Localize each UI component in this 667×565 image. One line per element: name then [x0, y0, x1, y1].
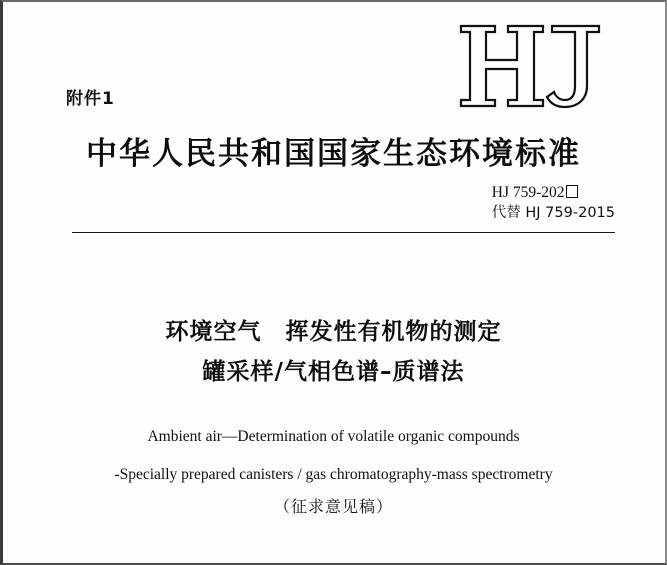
- horizontal-divider: [72, 232, 615, 233]
- draft-status-label: （征求意见稿）: [273, 497, 393, 516]
- hj-logo: [455, 20, 605, 112]
- document-title-cn-line2: 罐采样/气相色谱–质谱法: [202, 359, 465, 385]
- document-title-en-line1: Ambient air—Determination of volatile organic compounds: [147, 428, 520, 445]
- replaces-standard-text: 代替 HJ 759-2015: [491, 205, 615, 221]
- document-title-cn: [0, 312, 667, 392]
- standard-code-text: HJ 759-202: [491, 184, 565, 201]
- document-title-cn-line1: 环境空气 挥发性有机物的测定: [165, 319, 502, 345]
- standard-code-block: [492, 182, 615, 224]
- page-title: 中华人民共和国国家生态环境标准: [86, 136, 581, 172]
- document-title-en-line2: -Specially prepared canisters / gas chromatography-mass spectrometry: [114, 466, 553, 483]
- attachment-label: 附件1: [66, 89, 115, 109]
- code-placeholder-box-icon: [566, 185, 578, 198]
- document-title-en: [0, 418, 667, 494]
- standard-code-line: [492, 182, 615, 203]
